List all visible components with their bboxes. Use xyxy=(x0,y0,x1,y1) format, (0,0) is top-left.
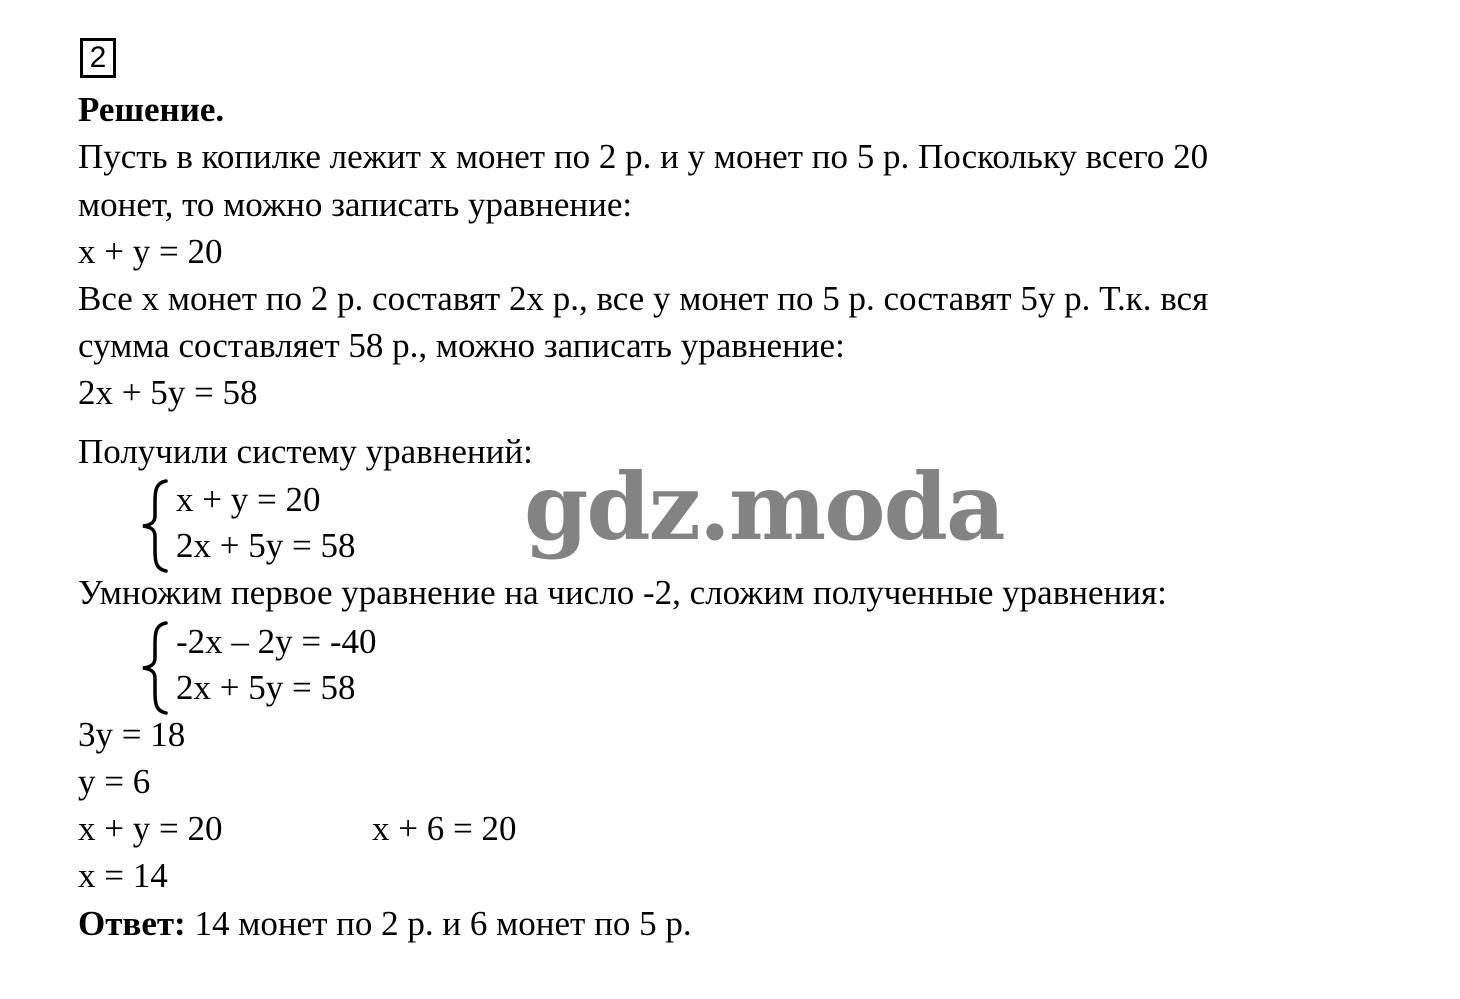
paragraph-2-line-2: сумма составляет 58 р., можно записать уравнение: xyxy=(78,326,845,365)
step-4: x = 14 xyxy=(78,856,168,895)
system-1-equation-2: 2x + 5y = 58 xyxy=(176,526,356,565)
brace-icon xyxy=(140,478,176,574)
step-3-right: x + 6 = 20 xyxy=(372,809,517,848)
paragraph-1-line-2: монет, то можно записать уравнение: xyxy=(78,185,633,224)
equation-2: 2x + 5y = 58 xyxy=(78,373,258,412)
solution-heading: Решение. xyxy=(78,90,225,129)
step-2: y = 6 xyxy=(78,762,151,801)
paragraph-2-line-1: Все x монет по 2 р. составят 2x р., все y монет по 5 р. составят 5y р. Т.к. вся xyxy=(78,279,1209,318)
step-1: 3y = 18 xyxy=(78,715,186,754)
system-2-equation-2: 2x + 5y = 58 xyxy=(176,668,356,707)
system-2-equation-1: -2x – 2y = -40 xyxy=(176,622,377,661)
equation-1: x + y = 20 xyxy=(78,232,223,271)
paragraph-3: Получили систему уравнений: xyxy=(78,432,533,471)
answer-text: 14 монет по 2 р. и 6 монет по 5 р. xyxy=(185,904,692,943)
paragraph-1-line-1: Пусть в копилке лежит x монет по 2 р. и у монет по 5 р. Поскольку всего 20 xyxy=(78,137,1209,176)
paragraph-4: Умножим первое уравнение на число -2, сложим полученные уравнения: xyxy=(78,573,1167,612)
watermark-logo: gdz.moda xyxy=(524,453,1004,561)
task-number-box: 2 xyxy=(80,38,116,78)
system-1-equation-1: x + y = 20 xyxy=(176,480,321,519)
answer-label: Ответ: xyxy=(78,904,186,943)
brace-icon xyxy=(140,620,176,716)
step-3-left: x + y = 20 xyxy=(78,809,223,848)
answer-line xyxy=(78,904,692,944)
